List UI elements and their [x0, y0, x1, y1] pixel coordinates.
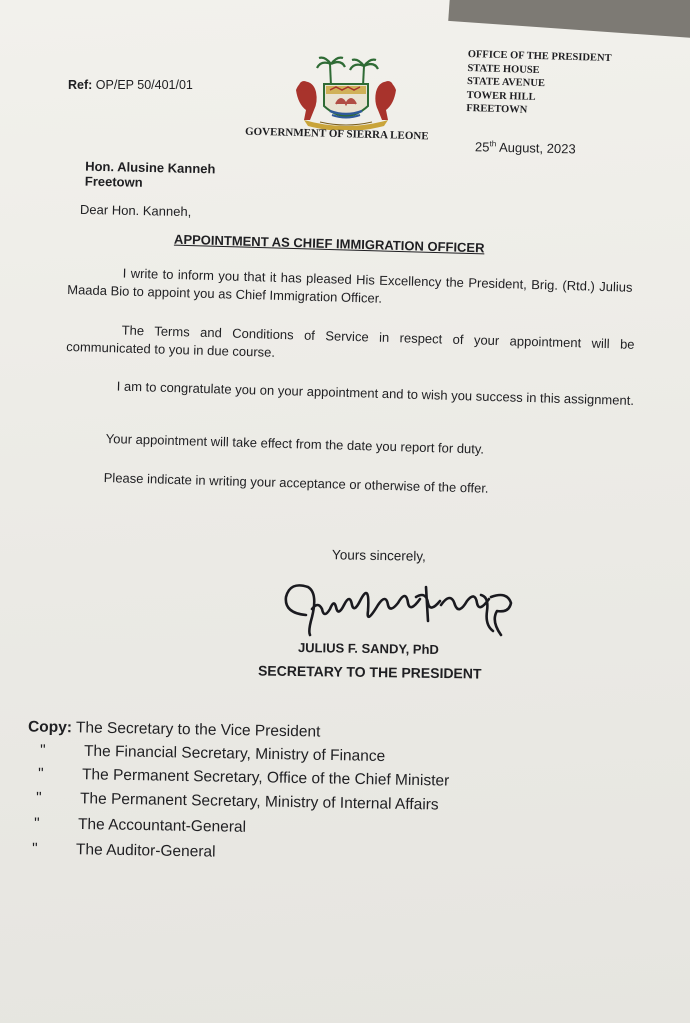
- copy-list-item: [38, 765, 450, 790]
- date-day: 25: [474, 139, 490, 155]
- office-line: TOWER HILL: [466, 89, 536, 103]
- date-suffix: th: [489, 139, 497, 149]
- salutation: Dear Hon. Kanneh,: [79, 201, 192, 220]
- addressee-block: [85, 159, 216, 192]
- ditto-mark: ": [31, 840, 38, 858]
- ditto-mark: ": [35, 789, 42, 807]
- addressee-name: Hon. Alusine Kanneh: [85, 158, 216, 177]
- body-paragraph: Your appointment will take effect from the date you report for duty.: [105, 430, 485, 457]
- copy-label: Copy:: [27, 718, 73, 737]
- closing: Yours sincerely,: [331, 547, 426, 564]
- copy-list-item: [40, 742, 385, 766]
- copy-recipient: The Permanent Secretary, Ministry of Internal Affairs: [79, 790, 439, 814]
- office-line: STATE AVENUE: [466, 75, 546, 90]
- ref-number: OP/EP 50/401/01: [95, 78, 193, 92]
- office-address: [466, 48, 612, 119]
- signatory-title: SECRETARY TO THE PRESIDENT: [257, 662, 482, 682]
- office-line: OFFICE OF THE PRESIDENT: [467, 49, 612, 65]
- copy-list-item: [36, 789, 439, 814]
- body-paragraph: Please indicate in writing your acceptance or otherwise of the offer.: [103, 469, 489, 496]
- copy-recipient: The Financial Secretary, Ministry of Finance: [83, 742, 386, 766]
- office-line: FREETOWN: [466, 102, 528, 116]
- ditto-mark: ": [33, 815, 40, 833]
- page-shadow: [448, 0, 690, 39]
- copy-list-item: [34, 815, 246, 837]
- government-title: GOVERNMENT OF SIERRA LEONE: [244, 125, 429, 143]
- addressee-city: Freetown: [84, 173, 143, 190]
- coat-of-arms-icon: [290, 56, 402, 130]
- signatory-name: JULIUS F. SANDY, PhD: [297, 640, 439, 657]
- signature-icon: [276, 575, 546, 645]
- copy-list-item: [32, 840, 216, 861]
- copy-recipient: The Auditor-General: [75, 841, 216, 861]
- ref-label: Ref:: [68, 78, 93, 92]
- ditto-mark: ": [39, 741, 46, 760]
- copy-list-item: [28, 718, 321, 741]
- reference-line: [68, 78, 193, 92]
- office-line: STATE HOUSE: [467, 62, 540, 76]
- body-paragraph: The Terms and Conditions of Service in respect of your appointment will be communicated to you in due course.: [66, 322, 635, 360]
- copy-recipient: The Accountant-General: [77, 815, 247, 836]
- copy-recipient: The Permanent Secretary, Office of the Chief Minister: [81, 766, 450, 790]
- letter-date: [475, 139, 576, 156]
- subject-heading: APPOINTMENT AS CHIEF IMMIGRATION OFFICER: [173, 231, 485, 256]
- date-month-year: August, 2023: [495, 139, 576, 157]
- body-paragraph: I am to congratulate you on your appointment and to wish you success in this assignment.: [116, 378, 635, 408]
- body-paragraph: I write to inform you that it has pleased His Excellency the President, Brig. (Rtd.) Julius Maada Bio to appoint you as Chief Immigration Officer.: [67, 265, 633, 306]
- copy-recipient: The Secretary to the Vice President: [75, 719, 321, 741]
- ditto-mark: ": [37, 765, 44, 783]
